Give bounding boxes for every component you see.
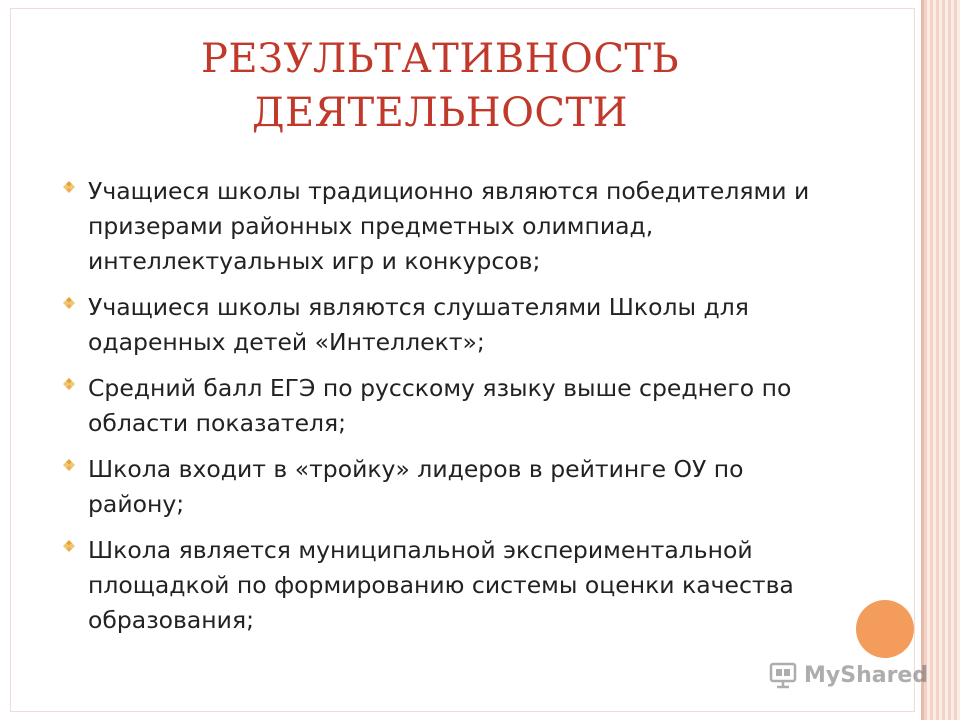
list-item-text: Средний балл ЕГЭ по русскому языку выше среднего по области показателя; — [88, 374, 792, 437]
presentation-board-icon — [768, 660, 798, 690]
list-item — [58, 452, 838, 522]
diamond-bullet-icon — [60, 375, 78, 393]
diamond-bullet-icon — [60, 537, 78, 555]
list-item — [58, 290, 838, 360]
slide-title-line2: ДЕЯТЕЛЬНОСТИ — [251, 90, 629, 136]
diamond-bullet-icon — [60, 178, 78, 196]
edge-stripes — [924, 0, 960, 720]
watermark[interactable] — [768, 660, 928, 690]
slide-title — [120, 32, 760, 140]
decorative-circle — [856, 600, 914, 658]
list-item-text: Учащиеся школы традиционно являются победителями и призерами районных предметных олимпиад, интеллектуальных игр и конкурсов; — [88, 177, 810, 275]
watermark-text: MyShared — [804, 662, 929, 688]
list-item-text: Школа входит в «тройку» лидеров в рейтинге ОУ по району; — [88, 455, 744, 518]
diamond-bullet-icon — [60, 456, 78, 474]
diamond-bullet-icon — [60, 294, 78, 312]
list-item — [58, 174, 838, 279]
list-item — [58, 371, 838, 441]
list-item-text: Учащиеся школы являются слушателями Школы для одаренных детей «Интеллект»; — [88, 293, 749, 356]
list-item-text: Школа является муниципальной экспериментальной площадкой по формированию системы оценки качества образования; — [88, 536, 794, 634]
slide-title-line1: РЕЗУЛЬТАТИВНОСТЬ — [200, 36, 680, 82]
bullet-list — [58, 174, 838, 649]
list-item — [58, 533, 838, 638]
